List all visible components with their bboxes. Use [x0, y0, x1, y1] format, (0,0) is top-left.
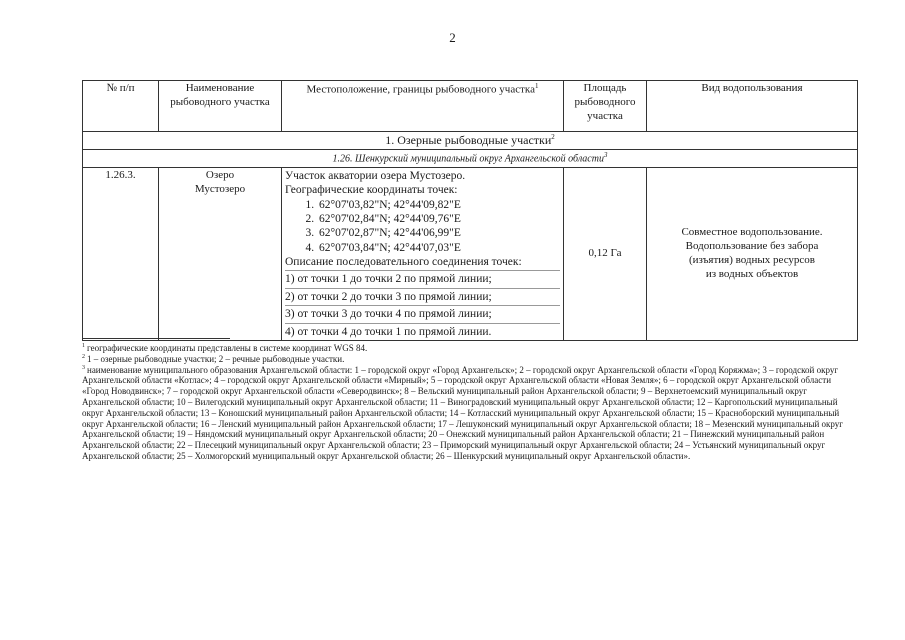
usage-line4: из водных объектов: [705, 267, 799, 280]
header-name-line2: рыбоводного участка: [170, 95, 270, 108]
section-lakes-cell: [83, 132, 858, 150]
footnote-1: [82, 343, 857, 354]
loc-coords-label: Географические координаты точек:: [285, 184, 458, 197]
table-header-row: [83, 81, 858, 132]
footnote-separator: [82, 338, 230, 339]
header-location: [282, 81, 564, 132]
connection-item: 2) от точки 2 до точки 3 по прямой линии;: [285, 288, 560, 304]
section-lakes-sup: 2: [551, 133, 555, 141]
coord-item: 1. 62°07'03,82"N; 42°44'09,82"E: [317, 198, 560, 212]
loc-intro: Участок акватории озера Мустозеро.: [285, 169, 466, 182]
section-row-lakes: [83, 132, 858, 150]
header-name-line1: Наименование: [185, 82, 255, 94]
connection-item: 1) от точки 1 до точки 2 по прямой линии;: [285, 270, 560, 286]
usage-line1: Совместное водопользование.: [681, 226, 823, 239]
usage-line2: Водопользование без забора: [685, 240, 819, 253]
footnote-mark: 3: [82, 364, 85, 371]
usage-line3: (изъятия) водных ресурсов: [688, 253, 816, 266]
section-district-label: 1.26. Шенкурский муниципальный округ Архангельской области: [332, 153, 604, 165]
coord-item: 4. 62°07'03,84"N; 42°44'07,03"E: [317, 241, 560, 255]
row-area: 0,12 Га: [564, 167, 647, 340]
coords-list: [285, 198, 560, 256]
footnote-mark: 1: [82, 343, 85, 349]
row-name-line2: Мустозеро: [194, 182, 246, 195]
page-number: 2: [449, 30, 456, 45]
loc-desc-label: Описание последовательного соединения точек:: [285, 256, 522, 269]
section-district-cell: [83, 150, 858, 168]
row-usage: [647, 167, 858, 340]
row-name-line1: Озеро: [205, 168, 235, 181]
header-area-line1: Площадь: [583, 82, 627, 94]
header-usage: Вид водопользования: [647, 81, 858, 132]
footnote-text: наименование муниципального образования Архангельской области: 1 – городской округ «Город Архангельск»; 2 – городской округ Архангельской области «Город Коряжма»; 3 – городской округ Архангельской области «Котлас»; 4 – городской округ Архангельской области «Мирный»; 5 – городской округ Архангельской области «Новая Земля»; 6 – городской округ Архангельской области «Город Новодвинск»; 7 – городской округ Архангельской области «Северодвинск»; 8 – Вельский муниципальный район Архангельской области; 9 – Верхнетоемский муниципальный округ Архангельской области; 10 – Вилегодский муниципальный округ Архангельской области; 11 – Виноградовский муниципальный округ Архангельской области; 12 – Каргопольский муниципальный округ Архангельской области; 13 – Коношский муниципальный район Архангельской области; 14 – Котласский муниципальный округ Архангельской области; 15 – Красноборский муниципальный округ Архангельской области; 16 – Ленский муниципальный район Архангельской области; 17 – Лешуконский муниципальный округ Архангельской области; 18 – Мезенский муниципальный округ Архангельской области; 19 – Няндомский муниципальный округ Архангельской области; 20 – Онежский муниципальный район Архангельской области; 21 – Пинежский муниципальный район Архангельской области; 22 – Плесецкий муниципальный округ Архангельской области; 23 – Приморский муниципальный округ Архангельской области; 24 – Устьянский муниципальный округ Архангельской области; 25 – Холмогорский муниципальный округ Архангельской области; 26 – Шенкурский муниципальный округ Архангельской области».: [82, 364, 844, 461]
header-area-line2: рыбоводного: [574, 95, 636, 108]
section-lakes-label: 1. Озерные рыбоводные участки: [385, 133, 552, 147]
footnote-3: [82, 365, 857, 462]
header-name: [159, 81, 282, 132]
coord-item: 3. 62°07'02,87"N; 42°44'06,99"E: [317, 226, 560, 240]
header-area: [564, 81, 647, 132]
header-area-line3: участка: [587, 109, 623, 122]
header-num: № п/п: [83, 81, 159, 132]
connection-item: 4) от точки 4 до точки 1 по прямой линии.: [285, 323, 560, 339]
coord-item: 2. 62°07'02,84"N; 42°44'09,76"E: [317, 212, 560, 226]
footnote-mark: 2: [82, 353, 85, 360]
section-district-sup: 3: [603, 151, 608, 159]
footnotes: [82, 343, 857, 462]
footnote-2: [82, 354, 857, 365]
footnote-text: географические координаты представлены в системе координат WGS 84.: [87, 343, 368, 353]
header-location-text: Местоположение, границы рыбоводного участка: [306, 83, 535, 96]
row-location: [282, 167, 564, 340]
connection-item: 3) от точки 3 до точки 4 по прямой линии;: [285, 305, 560, 321]
section-row-district: [83, 150, 858, 168]
row-num: 1.26.3.: [83, 167, 159, 340]
fish-sites-table: [82, 80, 858, 341]
footnote-text: 1 – озерные рыбоводные участки; 2 – речные рыбоводные участки.: [87, 353, 345, 364]
header-location-sup: 1: [534, 82, 539, 90]
table-row: [83, 167, 858, 340]
row-name: [159, 167, 282, 340]
